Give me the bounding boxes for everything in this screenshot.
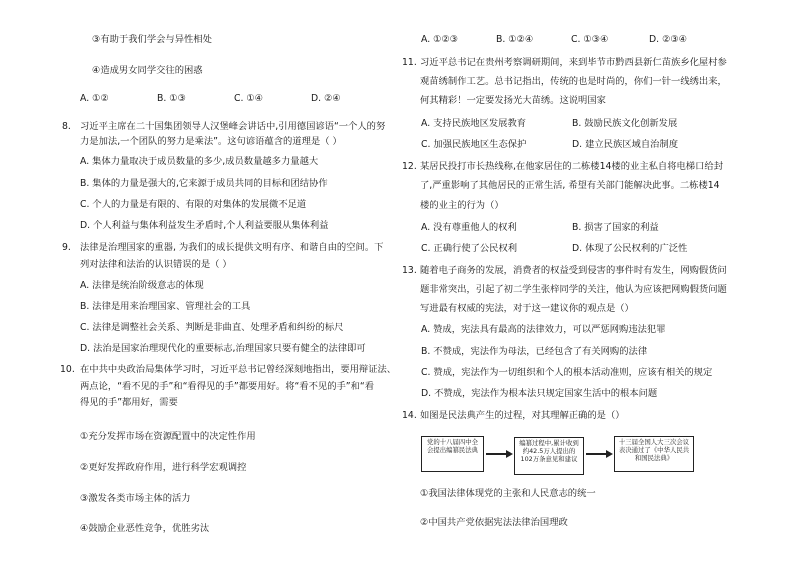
q13-option-c: C. 赞成，宪法作为一切组织和个人的根本活动准则，应该有相关的规定 bbox=[421, 367, 713, 378]
q11-option-a: A. 支持民族地区发展教育 bbox=[421, 118, 527, 129]
q14-stem-line1: 如图是民法典产生的过程，对其理解正确的是（） bbox=[420, 410, 625, 421]
q8-stem-line2: 力是加法,一个团队的努力是乘法”。这句谚语蕴含的道理是（ ） bbox=[80, 136, 342, 147]
q10-item-4: ④鼓励企业恶性竞争，优胜劣汰 bbox=[80, 523, 210, 534]
q8-stem-line1: 习近平主席在二十国集团领导人汉堡峰会讲话中,引用德国谚语“一个人的努 bbox=[80, 121, 386, 132]
flow-arrow-1 bbox=[486, 450, 513, 459]
q13-stem-line2: 题非常突出，引起了初二学生张梓同学的关注，他认为应该把网购假货问题 bbox=[420, 284, 727, 295]
q12-stem-line3: 楼的业主的行为（） bbox=[420, 200, 504, 211]
q12-option-c: C. 正确行使了公民权利 bbox=[421, 243, 518, 254]
q11-option-c: C. 加强民族地区生态保护 bbox=[421, 139, 527, 150]
q7-option-c: C. ①④ bbox=[234, 93, 264, 104]
q9-option-a: A. 法律是统治阶级意志的体现 bbox=[80, 280, 204, 291]
q10-option-a: A. ①②③ bbox=[421, 34, 459, 45]
q8-option-d: D. 个人利益与集体利益发生矛盾时,个人利益要服从集体利益 bbox=[80, 220, 329, 231]
q12-option-b: B. 损害了国家的利益 bbox=[572, 222, 659, 233]
q10-item-1: ①充分发挥市场在资源配置中的决定性作用 bbox=[80, 431, 256, 442]
flow-box-2: 编纂过程中,累计收到约42.5万人提出的102万条意见和建议 bbox=[514, 437, 584, 475]
q7-item-4: ④造成男女同学交往的困惑 bbox=[92, 65, 203, 76]
q11-number: 11. bbox=[402, 57, 417, 68]
q8-number: 8. bbox=[62, 121, 71, 132]
q11-option-d: D. 建立民族区域自治制度 bbox=[572, 139, 679, 150]
q10-stem-line1: 在中共中央政治局集体学习时，习近平总书记曾经深刻地指出，要用辩证法、 bbox=[80, 364, 397, 375]
q7-option-d: D. ②④ bbox=[311, 93, 341, 104]
q11-option-b: B. 鼓励民族文化创新发展 bbox=[572, 118, 678, 129]
q12-option-d: D. 体现了公民权利的广泛性 bbox=[572, 243, 688, 254]
q9-option-b: B. 法律是用来治理国家、管理社会的工具 bbox=[80, 301, 251, 312]
q11-stem-line3: 何其精彩！一定要发扬光大苗绣。这说明国家 bbox=[420, 95, 606, 106]
q8-option-a: A. 集体力量取决于成员数量的多少,成员数量越多力量越大 bbox=[80, 156, 319, 167]
q14-item-2: ②中国共产党依据宪法法律治国理政 bbox=[420, 517, 568, 528]
q9-stem-line1: 法律是治理国家的重器, 为我们的成长提供文明有序、和谐自由的空间。下 bbox=[80, 242, 384, 253]
q10-item-3: ③激发各类市场主体的活力 bbox=[80, 493, 191, 504]
q12-stem-line2: 了,严重影响了其他居民的正常生活, 希望有关部门能解决此事。二栋楼14 bbox=[420, 180, 720, 191]
q13-option-b: B. 不赞成，宪法作为母法，已经包含了有关网购的法律 bbox=[421, 346, 648, 357]
q10-number: 10. bbox=[60, 364, 75, 375]
q7-item-3: ③有助于我们学会与异性相处 bbox=[92, 34, 212, 45]
q10-option-b: B. ①②④ bbox=[496, 34, 534, 45]
q7-option-b: B. ①③ bbox=[157, 93, 186, 104]
q12-option-a: A. 没有尊重他人的权利 bbox=[421, 222, 517, 233]
q10-stem-line2: 两点论，“看不见的手”和“看得见的手”都要用好。将“看不见的手”和“看 bbox=[80, 381, 375, 392]
q14-number: 14. bbox=[402, 410, 417, 421]
q13-stem-line1: 随着电子商务的发展，消费者的权益受到侵害的事件时有发生，网购假货问 bbox=[420, 265, 727, 276]
flow-box-3: 十三届全国人大三次会议表决通过了《中华人民共和国民法典》 bbox=[614, 436, 694, 472]
q9-option-d: D. 法治是国家治理现代化的重要标志,治理国家只要有健全的法律即可 bbox=[80, 343, 366, 354]
q7-option-a: A. ①② bbox=[80, 93, 109, 104]
q11-stem-line1: 习近平总书记在贵州考察调研期间，来到毕节市黔西县新仁苗族乡化屋村参 bbox=[420, 57, 727, 68]
q10-stem-line3: 得见的手”都用好，需要 bbox=[80, 397, 178, 408]
q12-number: 12. bbox=[402, 161, 417, 172]
q8-option-c: C. 个人的力量是有限的、有限的对集体的发展微不足道 bbox=[80, 199, 307, 210]
q10-item-2: ②更好发挥政府作用，进行科学宏观调控 bbox=[80, 462, 247, 473]
q8-option-b: B. 集体的力量是强大的,它来源于成员共同的目标和团结协作 bbox=[80, 178, 328, 189]
q12-stem-line1: 某居民投打市长热线称,在他家居住的二栋楼14楼的业主私自将电梯口给封 bbox=[420, 161, 723, 172]
flow-box-1: 党的十八届四中全会提出编纂民法典 bbox=[421, 436, 484, 472]
q13-option-d: D. 不赞成，宪法作为根本法只规定国家生活中的根本问题 bbox=[421, 388, 658, 399]
q9-stem-line2: 列对法律和法治的认识错误的是（ ） bbox=[80, 259, 232, 270]
q10-option-d: D. ②③④ bbox=[649, 34, 688, 45]
q11-stem-line2: 观苗绣制作工艺。总书记指出，传统的也是时尚的，你们一针一线绣出来， bbox=[420, 76, 727, 87]
q13-stem-line3: 写进最有权威的宪法，对于这一建议你的观点是（） bbox=[420, 303, 634, 314]
q9-option-c: C. 法律是调整社会关系、判断是非曲直、处理矛盾和纠纷的标尺 bbox=[80, 322, 344, 333]
flow-arrow-2 bbox=[586, 450, 613, 459]
q14-item-1: ①我国法律体现党的主张和人民意志的统一 bbox=[420, 488, 596, 499]
q13-option-a: A. 赞成，宪法具有最高的法律效力，可以严惩网购违法犯罪 bbox=[421, 324, 666, 335]
q10-option-c: C. ①③④ bbox=[571, 34, 609, 45]
q13-number: 13. bbox=[402, 265, 417, 276]
q9-number: 9. bbox=[62, 242, 71, 253]
